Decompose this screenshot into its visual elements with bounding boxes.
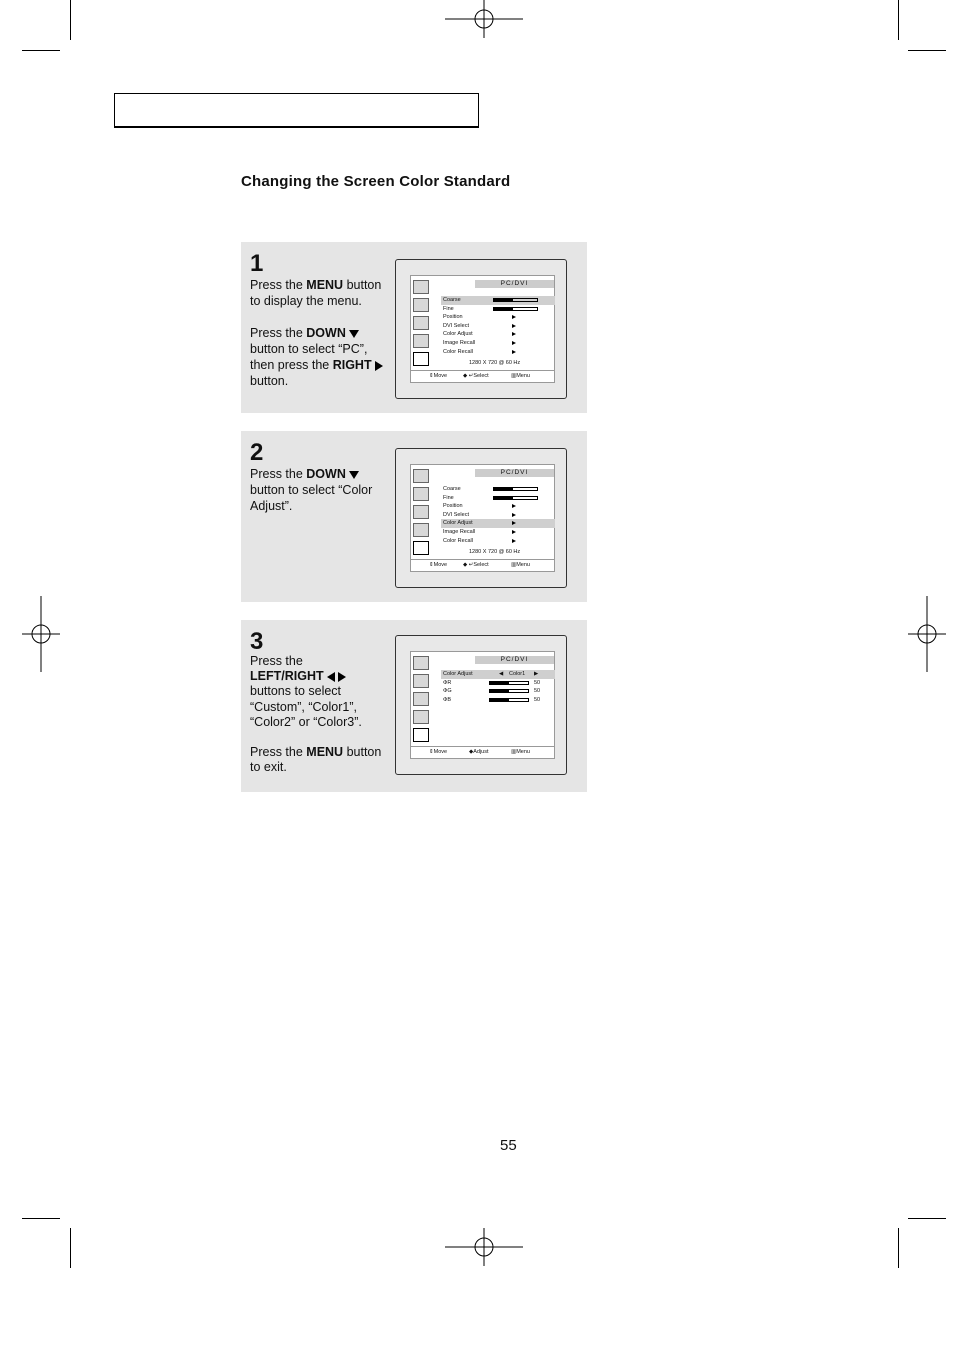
osd-item-value: 50	[534, 696, 541, 703]
registration-mark-icon	[908, 596, 946, 672]
crop-mark	[898, 1228, 899, 1268]
down-arrow-icon	[349, 330, 359, 338]
setup-icon	[413, 334, 429, 348]
registration-mark-icon	[445, 0, 523, 38]
osd-footer-menu: ▥ Menu	[511, 747, 516, 758]
right-arrow-icon	[375, 361, 383, 371]
page-title: Changing the Screen Color Standard	[241, 173, 511, 190]
osd-item-label: Color Adjust	[443, 520, 473, 527]
channel-icon	[413, 692, 429, 706]
crop-mark	[22, 50, 60, 51]
osd-icon-column	[413, 469, 431, 559]
instruction-paragraph	[250, 654, 390, 730]
instruction-paragraph	[250, 325, 390, 389]
osd-item-label: Image Recall	[443, 528, 476, 535]
osd-item	[441, 670, 555, 679]
osd-item	[441, 502, 555, 511]
tv-screen	[395, 635, 567, 775]
osd-item	[441, 305, 555, 314]
crop-mark	[70, 1228, 71, 1268]
osd-footer	[411, 746, 554, 758]
osd-item-label: Color Adjust	[443, 671, 473, 677]
osd-item	[441, 528, 555, 537]
osd-item	[441, 537, 555, 546]
osd-title: PC/DVI	[475, 280, 554, 288]
submenu-arrow-icon	[512, 315, 516, 319]
submenu-arrow-icon	[512, 350, 516, 354]
text: button to exit.	[250, 745, 382, 775]
osd-item-label: Color Recall	[443, 537, 473, 544]
sound-icon	[413, 674, 429, 688]
text: button to display the menu.	[250, 278, 382, 308]
button-name: DOWN	[306, 467, 346, 481]
osd-item-label: G	[447, 688, 452, 695]
step-instructions	[250, 466, 390, 530]
text: buttons to select “Custom”, “Color1”, “Color2” or “Color3”.	[250, 684, 362, 729]
osd-item-label: Position	[443, 503, 463, 510]
submenu-arrow-icon	[512, 341, 516, 345]
osd-item	[441, 494, 555, 503]
setup-icon	[413, 523, 429, 537]
osd-item-label: Image Recall	[443, 339, 476, 346]
pc-icon	[413, 352, 429, 366]
button-name: LEFT/RIGHT	[250, 669, 324, 684]
osd-item-label: DVI Select	[443, 322, 469, 329]
button-name: RIGHT	[332, 358, 372, 372]
tv-screen	[395, 259, 567, 399]
osd-slider	[489, 681, 529, 685]
osd-item-list	[441, 485, 555, 545]
osd-item	[441, 348, 555, 357]
osd-item	[441, 339, 555, 348]
osd-item-list	[441, 296, 555, 356]
osd-footer-move: ⇕ Move	[429, 371, 434, 382]
osd-menu	[410, 464, 555, 572]
osd-item	[441, 511, 555, 520]
text: Press the	[250, 278, 307, 292]
osd-item-value: 50	[534, 688, 541, 695]
osd-item-value: 50	[534, 679, 541, 686]
submenu-arrow-icon	[512, 539, 516, 543]
submenu-arrow-icon	[512, 504, 516, 508]
osd-title: PC/DVI	[475, 469, 554, 477]
osd-footer-label: Move	[433, 749, 448, 755]
osd-slider	[493, 298, 538, 302]
header-box	[114, 93, 479, 128]
osd-footer	[411, 370, 554, 382]
osd-item-label: R	[447, 679, 452, 686]
channel-icon	[413, 505, 429, 519]
step-instructions	[250, 277, 390, 405]
osd-item-label: Color Adjust	[443, 331, 473, 338]
osd-item-list	[441, 670, 555, 704]
submenu-arrow-icon	[512, 521, 516, 525]
osd-footer-label: Menu	[516, 562, 530, 568]
osd-icon-column	[413, 280, 431, 370]
osd-item	[441, 519, 555, 528]
osd-icon-column	[413, 656, 431, 746]
sound-icon	[413, 487, 429, 501]
osd-slider	[489, 689, 529, 693]
osd-footer-label: Move	[433, 373, 448, 379]
picture-icon	[413, 656, 429, 670]
picture-icon	[413, 280, 429, 294]
rgb-knob-icon: Φ	[443, 688, 448, 695]
osd-footer-move: ⇕ Move	[429, 560, 434, 571]
text: Press the	[250, 654, 303, 668]
osd-item	[441, 313, 555, 322]
osd-resolution: 1280 X 720 @ 60 Hz	[469, 549, 521, 555]
osd-footer-select: ◆ ↵ Select	[463, 371, 473, 382]
instruction-paragraph	[250, 466, 390, 514]
step-2-panel	[241, 431, 587, 602]
osd-footer-menu: ▥ Menu	[511, 371, 516, 382]
text: button to select “PC”, then press the	[250, 342, 368, 372]
osd-item-label: Fine	[443, 494, 454, 501]
down-arrow-icon	[349, 471, 359, 479]
osd-footer-label: Menu	[516, 749, 530, 755]
text: Press the	[250, 326, 307, 340]
osd-footer-move: ⇕ Move	[429, 747, 434, 758]
osd-footer-select: ◆ ↵ Select	[463, 560, 473, 571]
button-name: DOWN	[306, 326, 346, 340]
osd-item-label: Position	[443, 314, 463, 321]
submenu-arrow-icon	[512, 332, 516, 336]
osd-footer-menu: ▥ Menu	[511, 560, 516, 571]
osd-item	[441, 485, 555, 494]
osd-left-arrow-icon: ◀	[499, 671, 504, 677]
registration-mark-icon	[22, 596, 60, 672]
osd-slider	[489, 698, 529, 702]
crop-mark	[908, 50, 946, 51]
osd-footer-label: Menu	[516, 373, 530, 379]
osd-item	[441, 679, 555, 688]
instruction-paragraph	[250, 745, 390, 775]
osd-footer-label: Select	[473, 562, 489, 568]
step-3-panel	[241, 620, 587, 792]
rgb-knob-icon: Φ	[443, 679, 448, 686]
setup-icon	[413, 710, 429, 724]
crop-mark	[22, 1218, 60, 1219]
submenu-arrow-icon	[512, 513, 516, 517]
tv-screen	[395, 448, 567, 588]
crop-mark	[898, 0, 899, 40]
osd-item-label: Coarse	[443, 486, 461, 492]
osd-footer	[411, 559, 554, 571]
osd-footer-adjust: ◆ Adjust	[469, 747, 473, 758]
step-instructions	[250, 654, 390, 791]
pc-icon	[413, 728, 429, 742]
text: button.	[250, 374, 289, 388]
submenu-arrow-icon	[512, 324, 516, 328]
osd-right-arrow-icon: ▶	[534, 671, 539, 677]
osd-title: PC/DVI	[475, 656, 554, 664]
step-1-panel	[241, 242, 587, 413]
right-arrow-icon	[338, 672, 346, 682]
osd-item-label: Fine	[443, 305, 454, 312]
osd-slider	[493, 487, 538, 491]
crop-mark	[70, 0, 71, 40]
channel-icon	[413, 316, 429, 330]
sound-icon	[413, 298, 429, 312]
osd-menu	[410, 651, 555, 759]
instruction-paragraph	[250, 277, 390, 309]
osd-slider	[493, 307, 538, 311]
osd-slider	[493, 496, 538, 500]
osd-footer-label: Move	[433, 562, 448, 568]
button-name: MENU	[306, 278, 344, 292]
step-number: 3	[250, 628, 264, 655]
text: button to select “Color Adjust”.	[250, 483, 373, 513]
text: Press the	[250, 467, 307, 481]
page-number: 55	[500, 1137, 517, 1154]
pc-icon	[413, 541, 429, 555]
left-arrow-icon	[327, 672, 335, 682]
submenu-arrow-icon	[512, 530, 516, 534]
picture-icon	[413, 469, 429, 483]
osd-item-label: DVI Select	[443, 511, 469, 518]
osd-item-label: B	[447, 696, 452, 703]
osd-item	[441, 696, 555, 705]
text: Press the	[250, 745, 307, 760]
osd-item-value: Color1	[509, 671, 526, 677]
osd-item	[441, 322, 555, 331]
osd-footer-label: Adjust	[473, 749, 489, 755]
osd-item-label: Coarse	[443, 297, 461, 303]
osd-item	[441, 687, 555, 696]
registration-mark-icon	[445, 1228, 523, 1266]
osd-item-label: Color Recall	[443, 348, 473, 355]
crop-mark	[908, 1218, 946, 1219]
osd-menu	[410, 275, 555, 383]
osd-resolution: 1280 X 720 @ 60 Hz	[469, 360, 521, 366]
step-number: 1	[250, 250, 264, 277]
osd-item	[441, 330, 555, 339]
osd-footer-label: Select	[473, 373, 489, 379]
osd-item	[441, 296, 555, 305]
button-name: MENU	[306, 745, 344, 760]
rgb-knob-icon: Φ	[443, 696, 448, 703]
step-number: 2	[250, 439, 264, 466]
